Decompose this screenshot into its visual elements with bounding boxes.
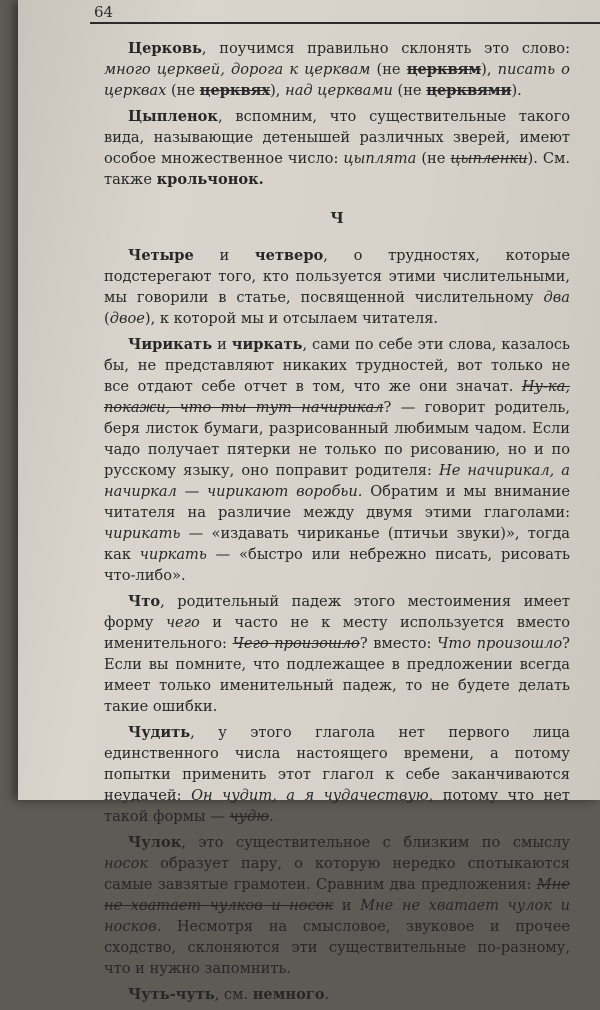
text-run: Чудить: [128, 724, 191, 741]
text-run: и: [333, 897, 361, 914]
text-run: чирикать: [104, 525, 181, 542]
entry-chto: [104, 591, 570, 717]
text-run: , потому что нет такой формы —: [104, 787, 570, 825]
text-run: Цыпленок: [128, 108, 218, 125]
text-run: двое: [109, 310, 145, 327]
text-run: над церквами: [285, 82, 393, 99]
text-run: образует пару, о которую нередко спотыкаются самые завзятые грамотеи. Сравним два предложения:: [104, 855, 570, 893]
text-run: , это существительное с близким по смыслу: [181, 834, 570, 851]
text-run: ).: [511, 82, 522, 99]
text-run: писать о церквах: [104, 61, 570, 99]
text-run: и часто не к месту используется вместо именительного:: [104, 614, 570, 652]
entry-chudit: [104, 722, 570, 827]
text-run: , у этого глагола нет первого лица единственного числа настоящего времени, а потому попытки применить этот глагол к себе заканчиваются неудачей:: [104, 724, 570, 804]
text-run: Не начирикал, а начиркал — чирикают воробьи.: [104, 462, 570, 500]
text-run: — «быстро или небрежно писать, рисовать что-либо».: [104, 546, 570, 584]
text-run: Чулок: [128, 834, 182, 851]
text-run: цыплята: [343, 150, 417, 167]
text-run: чего: [165, 614, 200, 631]
text-run: Мне не хватает чулок и носков.: [104, 897, 570, 935]
text-run: Ну-ка, покажи, что ты тут начирикал: [104, 378, 570, 416]
text-run: ? вместо:: [359, 635, 438, 652]
text-run: Мне не хватает чулков и носок: [104, 876, 570, 914]
text-run: Чего произошло: [232, 635, 360, 652]
text-run: цыпленки: [450, 150, 528, 167]
text-run: Он чудит, а я чудачествую: [191, 787, 429, 804]
entry-tsyplenok: [104, 106, 570, 190]
entry-chut-chut: [104, 984, 570, 1005]
text-run: чиркать: [139, 546, 207, 563]
text-run: Четыре: [128, 247, 194, 264]
text-run: Что: [128, 593, 161, 610]
text-run: Церковь: [128, 40, 202, 57]
text-run: ? Если вы помните, что подлежащее в предложении всегда имеет только именительный падеж, то не будете делать такие ошибки.: [104, 635, 570, 715]
section-heading: Ч: [330, 210, 344, 227]
text-run: (не: [166, 82, 200, 99]
entry-chirikat: [104, 334, 570, 586]
text-run: ), к которой мы и отсылаем читателя.: [144, 310, 439, 327]
text-run: — «издавать чириканье (птичьи звуки)», тогда как: [104, 525, 570, 563]
text-run: , вспомним, что существительные такого вида, называющие детенышей различных зверей, имеют особое множественное число:: [104, 108, 570, 167]
page-number: 64: [94, 3, 114, 21]
text-run: , о трудностях, которые подстерегают того, кто пользуется этими числительными, мы говорили в статье, посвященной числительному: [104, 247, 570, 306]
text-run: Чирикать: [128, 336, 213, 353]
book-page: [18, 0, 600, 1003]
text-run: , сами по себе эти слова, казалось бы, не представляют никаких трудностей, вот только не все отдают себе отчет в том, что же они значат.: [104, 336, 570, 395]
text-run: церквями: [426, 82, 512, 99]
text-run: ),: [270, 82, 286, 99]
text-run: ). См. также: [104, 150, 570, 188]
text-run: чиркать: [231, 336, 303, 353]
text-run: чудю: [229, 808, 270, 825]
text-run: .: [324, 986, 330, 1003]
text-run: и: [212, 336, 232, 353]
text-run: ),: [481, 61, 498, 78]
text-run: , родительный падеж этого местоимения имеет форму: [104, 593, 570, 631]
text-run: носок: [104, 855, 149, 872]
text-run: и: [193, 247, 255, 264]
text-run: ? — говорит родитель, беря листок бумаги, разрисованный любимым чадом. Если чадо получает пятерки не только по рисованию, но и по русскому языку, оно поправит родителя:: [104, 399, 570, 479]
text-run: церквях: [199, 82, 271, 99]
dictionary-body: [104, 38, 570, 1010]
text-run: церквям: [406, 61, 482, 78]
entry-tserkov: [104, 38, 570, 101]
text-run: крольчонок.: [156, 171, 264, 188]
text-run: (не: [416, 150, 451, 167]
text-run: много церквей, дорога к церквам: [104, 61, 371, 78]
text-run: два: [543, 289, 570, 306]
text-run: немного: [252, 986, 325, 1003]
text-run: (не: [392, 82, 427, 99]
text-run: Что произошло: [437, 635, 563, 652]
text-run: .: [269, 808, 274, 825]
text-run: Несмотря на смысловое, звуковое и прочее сходство, склоняются эти существительные по-разному, что и нужно запомнить.: [104, 918, 570, 977]
header-rule: [90, 22, 600, 24]
entry-chulok: [104, 832, 570, 979]
text-run: (: [104, 310, 110, 327]
text-run: (не: [370, 61, 407, 78]
text-run: Обратим и мы внимание читателя на различие между двумя этими глаголами:: [104, 483, 570, 521]
text-run: , поучимся правильно склонять это слово:: [201, 40, 570, 57]
text-run: , см.: [214, 986, 253, 1003]
entry-chetyre: [104, 245, 570, 329]
text-run: четверо: [254, 247, 324, 264]
text-run: Чуть-чуть: [128, 986, 215, 1003]
